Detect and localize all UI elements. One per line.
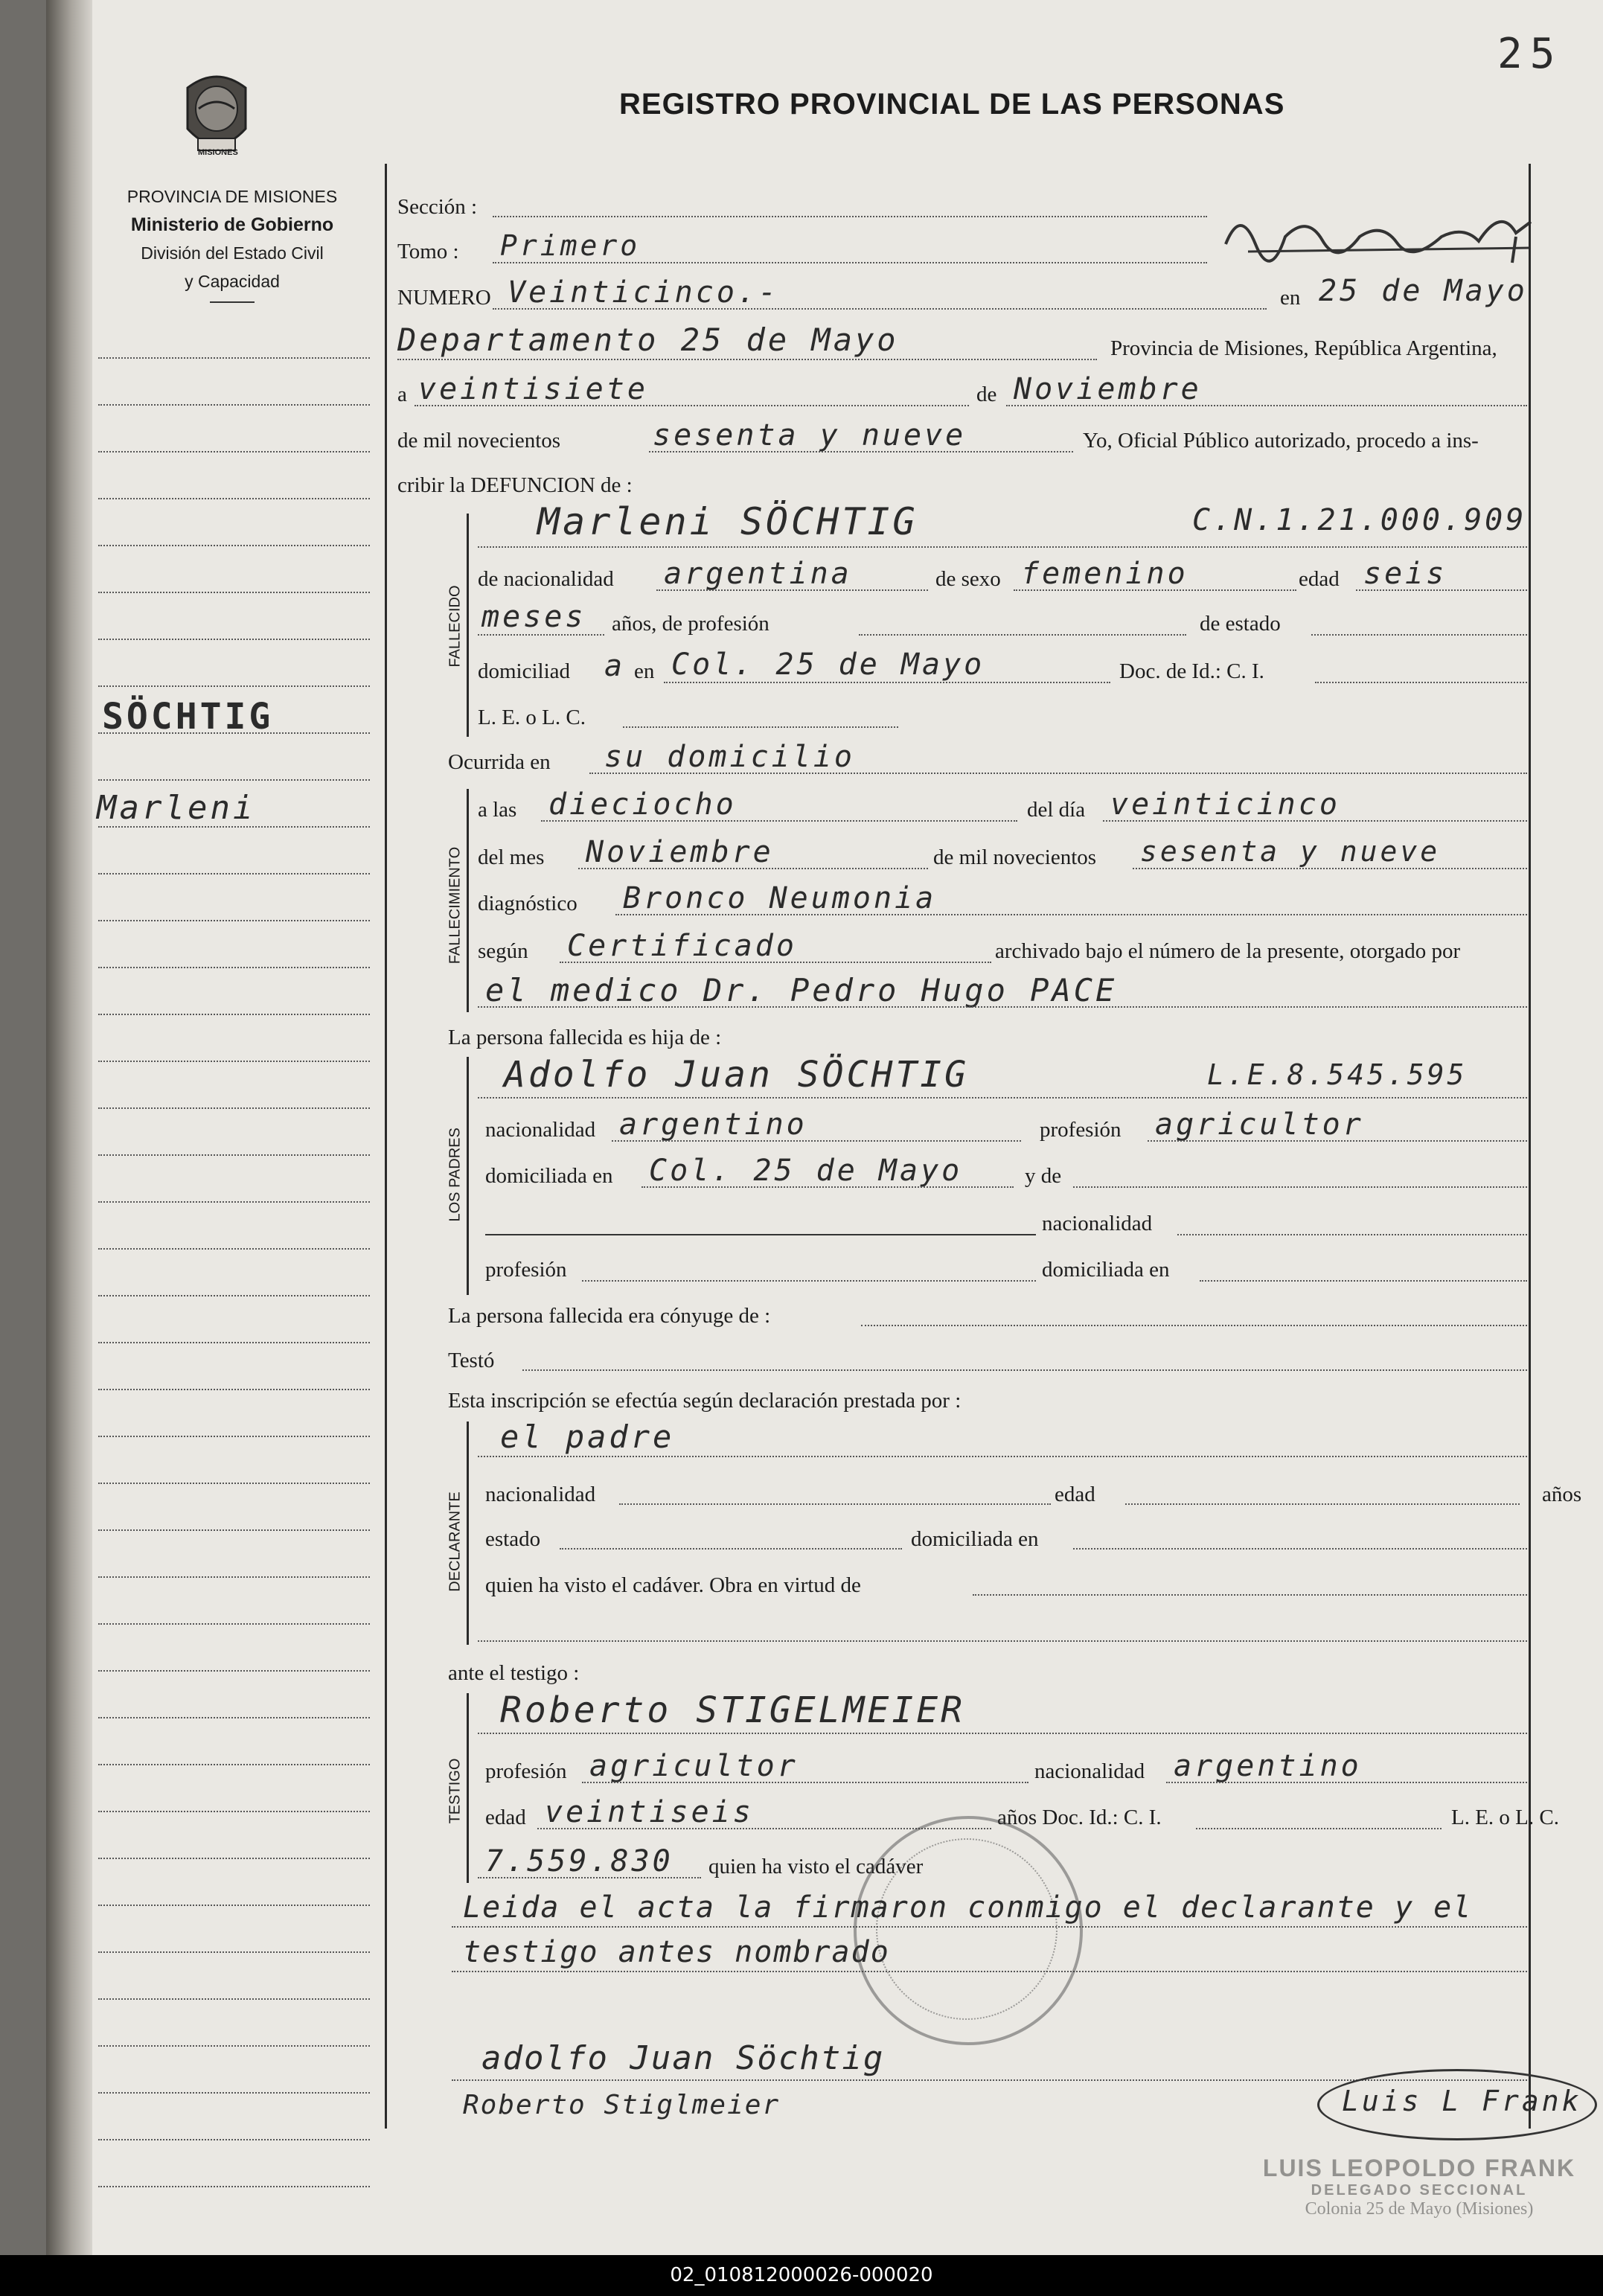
provincial-seal-icon — [180, 65, 253, 161]
value-fallecido-domicilio: Col. 25 de Mayo — [671, 647, 985, 682]
anio-line — [649, 451, 1073, 453]
margin-ruled-line — [98, 1061, 370, 1062]
signature-oficial: Luis L Frank — [1342, 2085, 1582, 2117]
margin-ruled-line — [98, 1436, 370, 1437]
label-nacionalidad-padre: nacionalidad — [485, 1118, 596, 1142]
header-divider — [210, 301, 255, 303]
label-profesion-madre: profesión — [485, 1258, 567, 1282]
anio-fall-line — [1133, 868, 1527, 869]
left-frame-rule — [385, 164, 387, 2129]
side-label-fallecimiento: FALLECIMIENTO — [447, 846, 464, 965]
declarante-line — [478, 1456, 1527, 1457]
label-domiciliada-decl: domiciliada en — [911, 1527, 1039, 1551]
dia-line — [415, 405, 969, 406]
testigo-nombre-line — [478, 1733, 1527, 1734]
register-page — [46, 0, 1603, 2255]
padre-nac-line — [612, 1140, 1021, 1142]
label-quien-visto: quien ha visto el cadáver — [708, 1855, 924, 1878]
value-numero: Veinticinco.- — [508, 275, 780, 310]
value-anio-fall: sesenta y nueve — [1140, 835, 1441, 868]
label-a-las: a las — [478, 798, 517, 822]
label-y-de: y de — [1025, 1164, 1062, 1188]
value-padre-domicilio: Col. 25 de Mayo — [649, 1154, 963, 1188]
value-testigo-profesion: agricultor — [589, 1749, 799, 1783]
margin-ruled-line — [98, 1764, 370, 1765]
label-cribir: cribir la DEFUNCION de : — [397, 473, 633, 497]
madre-nac-line — [1177, 1234, 1527, 1235]
label-en-dom: en — [634, 659, 655, 683]
label-diagnostico: diagnóstico — [478, 892, 577, 915]
fallecido-block-rule — [467, 514, 469, 737]
label-profesion-testigo: profesión — [485, 1759, 567, 1783]
label-nacionalidad-decl: nacionalidad — [485, 1483, 596, 1506]
label-numero: NUMERO — [397, 286, 491, 310]
registrar-signature — [1218, 192, 1546, 266]
signature-declarante: adolfo Juan Söchtig — [481, 2039, 885, 2077]
label-inscripcion: Esta inscripción se efectúa según declaración prestada por : — [448, 1389, 962, 1413]
margin-ruled-line — [98, 1389, 370, 1390]
margin-ruled-line — [98, 451, 370, 453]
stamp-line-1: LUIS LEOPOLDO FRANK — [1262, 2155, 1576, 2181]
label-mil-nov: de mil novecientos — [397, 429, 561, 453]
label-domiciliad: domiciliad — [478, 659, 571, 683]
label-segun: según — [478, 939, 528, 963]
label-edad-decl: edad — [1055, 1483, 1095, 1506]
label-testo: Testó — [448, 1349, 495, 1372]
fallecimiento-block-rule — [467, 789, 469, 1012]
value-testigo-doc: 7.559.830 — [485, 1844, 673, 1878]
label-anos-decl: años — [1542, 1483, 1582, 1506]
official-name-stamp — [1259, 2155, 1579, 2219]
margin-surname: SÖCHTIG — [102, 696, 274, 738]
padre-dom-line — [641, 1186, 1014, 1188]
nacionalidad-line — [656, 589, 928, 591]
value-padre-profesion: agricultor — [1155, 1107, 1364, 1142]
margin-ruled-line — [98, 2092, 370, 2094]
margin-ruled-line — [98, 920, 370, 921]
label-seccion: Sección : — [397, 195, 478, 219]
conyuge-line — [861, 1325, 1527, 1326]
value-testigo-edad: veintiseis — [545, 1795, 754, 1829]
signature-oficial-oval — [1317, 2069, 1597, 2140]
label-anos-prof: años, de profesión — [612, 612, 769, 636]
label-de-nacionalidad: de nacionalidad — [478, 567, 614, 591]
decl-obra-line — [973, 1594, 1527, 1596]
side-label-padres: LOS PADRES — [447, 1128, 464, 1222]
label-ante-testigo: ante el testigo : — [448, 1661, 580, 1685]
value-padre: Adolfo Juan SÖCHTIG — [504, 1054, 970, 1096]
hora-line — [541, 820, 1017, 822]
margin-ruled-line — [98, 404, 370, 406]
testigo-block-rule — [467, 1693, 469, 1883]
margin-ruled-line — [98, 1951, 370, 1953]
margin-ruled-line — [98, 2139, 370, 2140]
label-quien-cadaver: quien ha visto el cadáver. Obra en virtud de — [485, 1573, 861, 1597]
margin-ruled-line — [98, 2186, 370, 2187]
domicilio-line — [664, 682, 1110, 683]
value-departamento: Departamento 25 de Mayo — [397, 322, 899, 358]
value-fallecido-sexo: femenino — [1021, 557, 1188, 591]
label-archivado: archivado bajo el número de la presente, otorgado por — [995, 939, 1461, 963]
label-conyuge: La persona fallecida era cónyuge de : — [448, 1304, 771, 1328]
segun-line — [560, 962, 991, 963]
label-provincia: Provincia de Misiones, República Argentina, — [1110, 336, 1497, 360]
mes-fall-line — [578, 868, 928, 869]
label-domiciliada-madre: domiciliada en — [1042, 1258, 1170, 1282]
testo-line — [522, 1369, 1527, 1371]
label-le-o-lc: L. E. o L. C. — [1451, 1806, 1559, 1829]
numero-line — [493, 308, 1267, 310]
value-dia: veintisiete — [418, 372, 648, 406]
madre-prof-line — [582, 1280, 1036, 1282]
edad-line — [1356, 589, 1527, 591]
label-doc: Doc. de Id.: C. I. — [1119, 659, 1264, 683]
value-testigo-nacionalidad: argentino — [1174, 1749, 1362, 1783]
stamp-line-2: DELEGADO SECCIONAL — [1311, 2182, 1528, 2199]
margin-ruled-line — [98, 1998, 370, 2000]
value-ocurrida: su domicilio — [604, 740, 855, 774]
dia-fall-line — [1103, 820, 1527, 822]
value-mes: Noviembre — [1014, 372, 1202, 406]
value-fallecido-nombre: Marleni SÖCHTIG — [537, 500, 918, 543]
margin-ruled-line — [98, 1107, 370, 1109]
departamento-line — [397, 359, 1097, 360]
label-de: de — [976, 383, 997, 406]
right-frame-rule — [1529, 164, 1531, 2129]
signature-testigo: Roberto Stiglmeier — [463, 2090, 781, 2120]
margin-given-name: Marleni — [97, 789, 256, 827]
padre-prof-line — [1148, 1140, 1527, 1142]
image-id-footer: 02_010812000026-000020 — [0, 2255, 1603, 2296]
label-en: en — [1280, 286, 1301, 310]
value-testigo-nombre: Roberto STIGELMEIER — [500, 1689, 966, 1731]
label-profesion-padre: profesión — [1040, 1118, 1122, 1142]
madre-dom-line — [1200, 1280, 1527, 1282]
value-diagnostico: Bronco Neumonia — [623, 881, 937, 915]
profesion-line — [859, 634, 1186, 636]
margin-ruled-line — [98, 1342, 370, 1343]
margin-ruled-line — [98, 592, 370, 593]
margin-ruled-line — [98, 545, 370, 546]
margin-ruled-line — [98, 1154, 370, 1156]
madre-name-line — [485, 1234, 1036, 1235]
padre-line — [478, 1097, 1527, 1099]
margin-ruled-line — [98, 2045, 370, 2047]
margin-ruled-line — [98, 1811, 370, 1812]
value-medico: el medico Dr. Pedro Hugo PACE — [485, 972, 1118, 1008]
label-domiciliada-padre: domiciliada en — [485, 1164, 613, 1188]
testigo-num-line — [478, 1877, 701, 1878]
label-yo: Yo, Oficial Público autorizado, procedo a ins- — [1083, 429, 1479, 453]
margin-ruled-line — [98, 1717, 370, 1718]
decl-extra-line — [478, 1640, 1527, 1642]
label-tomo: Tomo : — [397, 240, 459, 263]
header-line-3: División del Estado Civil — [141, 243, 324, 263]
diagnostico-line — [615, 914, 1527, 915]
stamp-line-3: Colonia 25 de Mayo (Misiones) — [1305, 2199, 1534, 2219]
header-line-2: Ministerio de Gobierno — [130, 214, 334, 235]
sexo-line — [1014, 589, 1296, 591]
label-del-dia: del día — [1027, 798, 1086, 822]
label-nacionalidad-madre: nacionalidad — [1042, 1212, 1153, 1235]
label-ocurrida: Ocurrida en — [448, 750, 551, 774]
side-label-testigo: TESTIGO — [447, 1758, 464, 1824]
margin-ruled-line — [98, 1014, 370, 1015]
label-estado-decl: estado — [485, 1527, 541, 1551]
margin-ruled-line — [98, 1576, 370, 1578]
value-hora: dieciocho — [548, 787, 737, 822]
margin-ruled-line — [98, 1201, 370, 1203]
decl-nac-line — [619, 1503, 1051, 1505]
side-label-fallecido: FALLECIDO — [447, 585, 464, 668]
padres-block-rule — [467, 1057, 469, 1295]
margin-ruled-line — [98, 1248, 370, 1250]
margin-ruled-line — [98, 779, 370, 781]
testigo-doc-line — [1196, 1828, 1442, 1829]
seccion-line — [493, 216, 1207, 217]
decl-estado-line — [560, 1548, 902, 1550]
decl-edad-line — [1125, 1503, 1520, 1505]
label-anos-doc: años Doc. Id.: C. I. — [997, 1806, 1162, 1829]
estado-line — [1311, 634, 1527, 636]
value-domicilio-a: a — [604, 649, 626, 683]
value-tomo: Primero — [500, 229, 641, 262]
official-round-stamp — [854, 1816, 1083, 2045]
meses-line — [478, 634, 604, 636]
margin-ruled-line — [98, 639, 370, 640]
margin-ruled-line — [98, 685, 370, 687]
value-segun: Certificado — [567, 929, 797, 963]
page-number: 25 — [1497, 30, 1563, 78]
value-fallecido-edad: seis — [1363, 557, 1447, 591]
margin-ruled-line — [98, 1905, 370, 1906]
margin-ruled-line — [98, 1483, 370, 1484]
label-hija: La persona fallecida es hija de : — [448, 1026, 722, 1049]
label-a: a — [397, 383, 407, 406]
value-fallecido-nacionalidad: argentina — [664, 557, 852, 591]
book-binding — [46, 0, 92, 2255]
margin-ruled-line — [98, 873, 370, 874]
label-de-sexo: de sexo — [935, 567, 1001, 591]
margin-ruled-line — [98, 1295, 370, 1296]
madre-line — [1073, 1186, 1527, 1188]
value-mes-fall: Noviembre — [586, 835, 774, 869]
label-de-estado: de estado — [1200, 612, 1281, 636]
doc-line — [1315, 682, 1527, 683]
side-label-declarante: DECLARANTE — [447, 1491, 464, 1592]
closing-statement-2: testigo antes nombrado — [463, 1935, 890, 1969]
margin-ruled-line — [98, 1858, 370, 1859]
label-le-lc: L. E. o L. C. — [478, 706, 586, 729]
value-anio: sesenta y nueve — [653, 418, 967, 453]
testigo-prof-line — [582, 1782, 1028, 1783]
header-line-4: y Capacidad — [185, 272, 280, 291]
label-edad-testigo: edad — [485, 1806, 526, 1829]
value-dia-fall: veinticinco — [1110, 787, 1340, 822]
ocurrida-line — [589, 773, 1527, 774]
header-left — [121, 182, 344, 303]
value-declarante: el padre — [500, 1419, 675, 1455]
margin-ruled-line — [98, 967, 370, 968]
label-de-mil-nov: de mil novecientos — [933, 845, 1097, 869]
value-fallecido-doc: C.N.1.21.000.909 — [1192, 503, 1527, 537]
medico-line — [478, 1006, 1527, 1008]
value-en: 25 de Mayo — [1319, 274, 1528, 308]
margin-ruled-line — [98, 1623, 370, 1625]
margin-ruled-line — [98, 498, 370, 499]
value-padre-nacionalidad: argentino — [619, 1107, 807, 1142]
margin-ruled-line — [98, 1670, 370, 1672]
mes-line — [1006, 405, 1527, 406]
fallecido-nombre-line — [478, 546, 1527, 548]
value-padre-doc: L.E.8.545.595 — [1207, 1058, 1468, 1091]
le-lc-line — [623, 726, 898, 728]
label-nacionalidad-testigo: nacionalidad — [1034, 1759, 1145, 1783]
value-fallecido-edad2: meses — [481, 600, 586, 634]
tomo-line — [493, 262, 1207, 263]
label-del-mes: del mes — [478, 845, 545, 869]
margin-ruled-line — [98, 1529, 370, 1531]
declarante-block-rule — [467, 1422, 469, 1645]
closing-statement-1: Leida el acta la firmaron conmigo el declarante y el — [463, 1890, 1473, 1925]
seal-text: MISIONES — [198, 148, 238, 157]
margin-ruled-line — [98, 357, 370, 359]
label-edad: edad — [1299, 567, 1340, 591]
document-title: REGISTRO PROVINCIAL DE LAS PERSONAS — [619, 88, 1285, 121]
decl-dom-line — [1073, 1548, 1527, 1550]
testigo-nac-line — [1166, 1782, 1527, 1783]
header-line-1: PROVINCIA DE MISIONES — [127, 187, 338, 206]
